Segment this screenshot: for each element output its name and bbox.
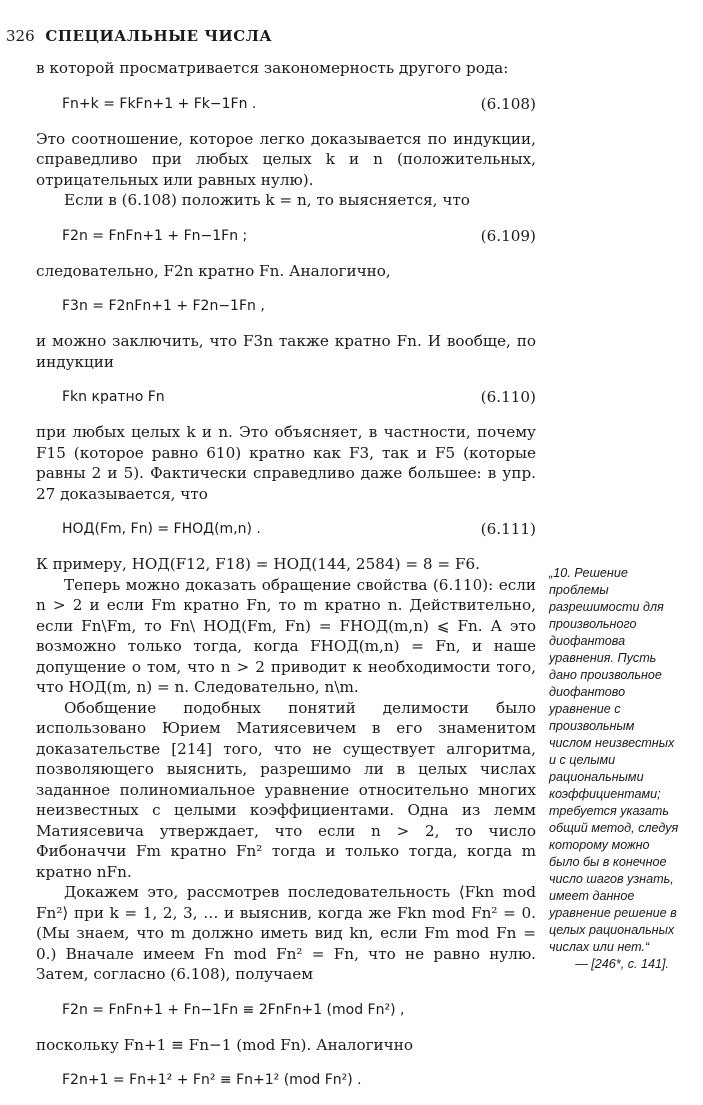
equation-number: (6.109) (480, 226, 536, 245)
equation (36, 1070, 536, 1090)
paragraph: К примеру, НОД(F12, F18) = НОД(144, 2584) = 8 = F6. (36, 555, 480, 573)
paragraph: следовательно, F2n кратно Fn. Аналогично, (36, 261, 391, 280)
equation-formula: Fn+k = FkFn+1 + Fk−1Fn . (62, 95, 257, 112)
paragraph: и можно заключить, что F3n также кратно Fn. И вообще, по индукции (36, 332, 536, 371)
paragraph: в которой просматривается закономерность другого рода: (36, 59, 509, 77)
margin-note-citation: — [246*, с. 141]. (575, 957, 669, 971)
chapter-title: СПЕЦИАЛЬНЫЕ ЧИСЛА (45, 27, 273, 45)
equation (36, 1000, 536, 1020)
equation-formula: НОД(Fm, Fn) = FНОД(m,n) . (62, 521, 261, 537)
equation-number: (6.108) (480, 94, 536, 113)
paragraph: при любых целых k и n. Это объясняет, в частности, почему F15 (которое равно 610) кратно как F3, так и F5 (которые равны 2 и 5). Фактически справедливо даже большее: в упр. 27 доказывается, что (36, 423, 536, 503)
equation-formula: F2n = FnFn+1 + Fn−1Fn ≡ 2FnFn+1 (mod Fn²) , (62, 1001, 405, 1018)
main-text (36, 58, 536, 1105)
paragraph: поскольку Fn+1 ≡ Fn−1 (mod Fn). Аналогично (36, 1035, 413, 1054)
equation (36, 94, 536, 114)
page-number: 326 (6, 27, 35, 45)
paragraph: Это соотношение, которое легко доказывается по индукции, справедливо при любых целых k и n (положительных, отрицательных или равных нулю). (36, 129, 536, 189)
equation (36, 296, 536, 316)
equation-formula: F2n = FnFn+1 + Fn−1Fn ; (62, 227, 248, 244)
margin-note (549, 565, 679, 973)
paragraph: Если в (6.108) положить k = n, то выясняется, что (64, 191, 470, 209)
equation-formula: F2n+1 = Fn+1² + Fn² ≡ Fn+1² (mod Fn²) . (62, 1072, 362, 1088)
equation-number: (6.110) (480, 388, 536, 406)
paragraph: Теперь можно доказать обращение свойства (6.110): если n > 2 и если Fm кратно Fn, то m кратно n. Действительно, если Fn\Fm, то Fn\ НОД(Fm, Fn) = FНОД(m,n) ⩽ Fn. А это возможно только тогда, когда FНОД(m,n) = Fn, и наше допущение о том, что n > 2 приводит к необходимости того, что НОД(m, n) = n. Следовательно, n\m. (36, 575, 536, 696)
equation (36, 226, 536, 246)
equation (36, 519, 536, 539)
margin-note-text: „10. Решение проблемы разрешимости для произвольного диофантова уравнения. Пусть дано произвольное диофантово уравнение с произвольным числом неизвестных и с целыми рациональными коэффициентами; требуется указать общий метод, следуя которому можно было бы в конечное число шагов узнать, имеет данное уравнение решение в целых рациональных числах или нет.“ (549, 566, 679, 954)
paragraph: Обобщение подобных понятий делимости было использовано Юрием Матиясевичем в его знаменитом доказательстве [214] того, что не существует алгоритма, позволяющего выяснить, разрешимо ли в целых числах заданное полиномиальное уравнение относительно многих неизвестных с целыми коэффициентами. Одна из лемм Матиясевича утверждает, что если n > 2, то число Фибоначчи Fm кратно Fn² тогда и только тогда, когда m кратно nFn. (36, 698, 536, 881)
equation (36, 387, 536, 407)
page-header (6, 27, 272, 45)
equation-formula: F3n = F2nFn+1 + F2n−1Fn , (62, 298, 265, 314)
paragraph: Докажем это, рассмотрев последовательность ⟨Fkn mod Fn²⟩ при k = 1, 2, 3, … и выяснив, когда же Fkn mod Fn² = 0. (Мы знаем, что m должно иметь вид kn, если Fm mod Fn = 0.) Вначале имеем Fn mod Fn² = Fn, что не равно нулю. Затем, согласно (6.108), получаем (36, 883, 536, 983)
equation-number: (6.111) (480, 520, 536, 538)
equation-formula: Fkn кратно Fn (62, 389, 165, 405)
